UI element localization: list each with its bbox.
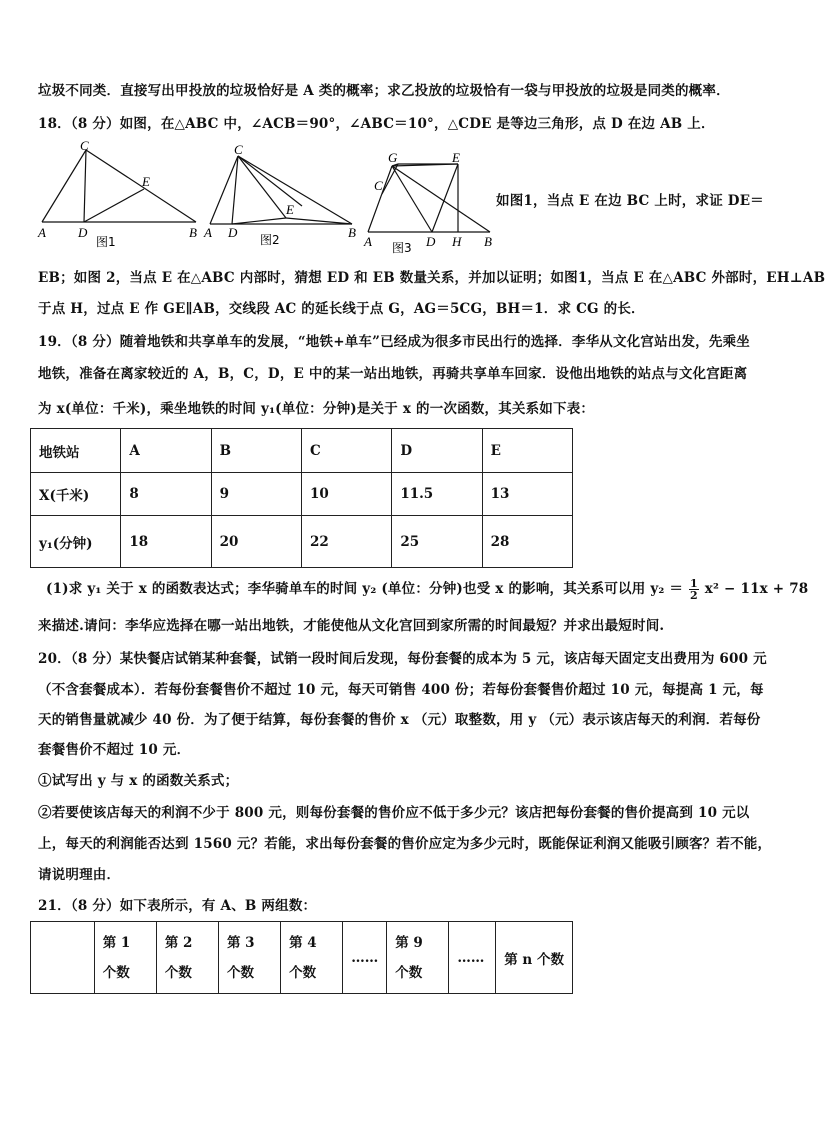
q18-title: 18．（8 分）如图，在△ABC 中，∠ACB＝90°，∠ABC＝10°，△CDE 是等边三角形，点 D 在边 AB 上． (38, 116, 715, 132)
q18-line-3: 于点 H，过点 E 作 GE∥AB，交线段 AC 的延长线于点 G，AG＝5CG，BH＝1．求 CG 的长． (38, 301, 645, 317)
table-cell: 20 (211, 516, 301, 568)
table-cell: 9 (211, 473, 301, 516)
fig1-label-a: A (38, 225, 46, 240)
q20-sub-2b: 上，每天的利润能否达到 1560 元？若能，求出每份套餐的售价应定为多少元时，既能保证利润又能吸引顾客？若不能， (38, 836, 772, 852)
q20-line-2: （不含套餐成本）．若每份套餐售价不超过 10 元，每天可销售 400 份；若每份套餐售价超过 10 元，每提高 1 元，每 (38, 682, 764, 698)
q20-line-4: 套餐售价不超过 10 元． (38, 742, 191, 758)
text-line-prob: 垃圾不同类．直接写出甲投放的垃圾恰好是 A 类的概率；求乙投放的垃圾恰有一袋与甲投放的垃圾是同类的概率． (38, 83, 730, 99)
fig3-label-a: A (364, 234, 372, 249)
q20-sub-1: ①试写出 y 与 x 的函数关系式； (38, 773, 239, 789)
fig1-label-b: B (189, 225, 197, 240)
q19-line-3: 为 x(单位：千米)，乘坐地铁的时间 y₁(单位：分钟)是关于 x 的一次函数，其关系如下表： (38, 401, 595, 417)
fig1-label-e: E (142, 174, 150, 189)
fig1-caption: 图1 (96, 235, 116, 249)
figure-3 (362, 146, 498, 256)
fig2-label-c: C (234, 142, 243, 157)
q19-sub1-text: (1)求 y₁ 关于 x 的函数表达式；李华骑单车的时间 y₂ (单位：分钟)也受 x 的影响，其关系可以用 y₂ ＝ (46, 581, 684, 597)
table-cell: 第 n 个数 (496, 922, 573, 994)
table-cell: …… (343, 922, 387, 994)
table-cell: …… (449, 922, 496, 994)
table-cell: 第 1 个数 (94, 922, 156, 994)
fig2-label-e: E (286, 202, 294, 217)
fig2-label-b: B (348, 225, 356, 240)
figure-2 (204, 142, 362, 252)
q20-line-1: 20．（8 分）某快餐店试销某种套餐，试销一段时间后发现，每份套餐的成本为 5 元，该店每天固定支出费用为 600 元 (38, 651, 767, 667)
fraction-half: $\frac{1}{2}$ (690, 577, 698, 602)
table-cell: 10 (301, 473, 391, 516)
fig3-label-h: H (452, 234, 462, 249)
q20-line-3: 天的销售量就减少 40 份．为了便于结算，每份套餐的售价 x （元）取整数，用 y （元）表示该店每天的利润．若每份 (38, 712, 761, 728)
table-cell: y₁(分钟) (31, 516, 121, 568)
q19-line-5: 来描述.请问：李华应选择在哪一站出地铁，才能使他从文化宫回到家所需的时间最短？并求出最短时间. (38, 618, 665, 634)
q20-sub-2c: 请说明理由． (38, 867, 121, 883)
fig3-label-c: C (374, 178, 383, 193)
table-cell: A (121, 429, 211, 473)
figure-1 (36, 140, 206, 252)
table-cell: 地铁站 (31, 429, 121, 473)
table-row (31, 473, 573, 516)
table-cell: C (301, 429, 391, 473)
table-row (31, 429, 573, 473)
table-cell: 13 (482, 473, 572, 516)
fig1-label-d: D (78, 225, 88, 240)
table-row (31, 516, 573, 568)
table-cell: 第 2 个数 (156, 922, 218, 994)
fig3-label-d: D (426, 234, 436, 249)
fig2-caption: 图2 (260, 233, 280, 247)
fig3-label-b: B (484, 234, 492, 249)
table-cell: 第 4 个数 (281, 922, 343, 994)
table-cell: B (211, 429, 301, 473)
q20-sub-2a: ②若要使该店每天的利润不少于 800 元，则每份套餐的售价应不低于多少元？该店把每份套餐的售价提高到 10 元以 (38, 805, 750, 821)
q18-side-text: 如图1，当点 E 在边 BC 上时，求证 DE＝ (496, 193, 764, 209)
table-cell: D (392, 429, 482, 473)
q19-line-2: 地铁，准备在离家较近的 A，B，C，D，E 中的某一站出地铁，再骑共享单车回家．设他出地铁的站点与文化宫距离 (38, 366, 748, 382)
fig3-label-e: E (452, 150, 460, 165)
table-cell: 18 (121, 516, 211, 568)
fig3-label-g: G (388, 150, 398, 165)
table-cell: 第 9 个数 (387, 922, 449, 994)
number-groups-table (30, 921, 573, 994)
q18-line-2: EB；如图 2，当点 E 在△ABC 内部时，猜想 ED 和 EB 数量关系，并加以证明；如图1，当点 E 在△ABC 外部时，EH⊥AB (38, 270, 825, 286)
table-cell: X(千米) (31, 473, 121, 516)
q19-line-1: 19．（8 分）随着地铁和共享单车的发展，“地铁+单车”已经成为很多市民出行的选择．李华从文化宫站出发，先乘坐 (38, 334, 750, 350)
table-cell: 28 (482, 516, 572, 568)
subway-table (30, 428, 573, 568)
table-cell: 11.5 (392, 473, 482, 516)
fig2-label-d: D (228, 225, 238, 240)
table-row (31, 922, 573, 994)
fig3-caption: 图3 (392, 241, 412, 255)
table-cell: E (482, 429, 572, 473)
table-cell: 22 (301, 516, 391, 568)
table-cell: 8 (121, 473, 211, 516)
table-cell: 25 (392, 516, 482, 568)
fig1-label-c: C (80, 138, 89, 153)
q21-title: 21．（8 分）如下表所示，有 A、B 两组数： (38, 898, 317, 914)
q19-sub1 (46, 578, 808, 601)
fig2-label-a: A (204, 225, 212, 240)
table-cell (31, 922, 95, 994)
q19-sub1-formula: x² − 11x + 78 (704, 581, 809, 597)
table-cell: 第 3 个数 (218, 922, 280, 994)
